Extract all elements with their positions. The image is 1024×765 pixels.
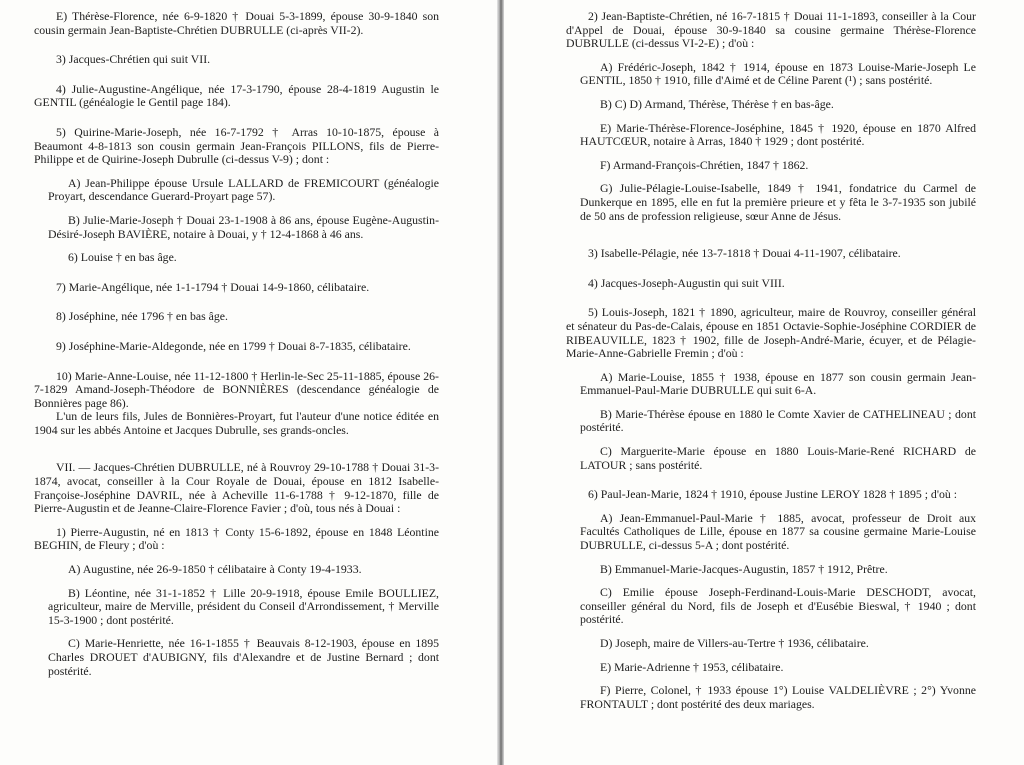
paragraph-marie-angelique: 7) Marie-Angélique, née 1-1-1794 † Douai 14-9-1860, célibataire. (56, 279, 370, 294)
right-page (504, 0, 1024, 765)
paragraph-louise: 6) Louise † en bas âge. (68, 250, 177, 265)
paragraph-louis-joseph: 5) Louis-Joseph, 1821 † 1890, agriculteur, maire de Rouvroy, conseiller général et sénateur du Pas-de-Calais, épouse en 1851 Octavie-Sophie-Joséphine CORDIER de RIBEAUVILLE, 1823 † 1902, fille de Joseph-André-Marie, écuyer, et de Pélagie-Marie-Anne-Gabrielle Fremin ; d'où : (566, 305, 976, 361)
paragraph-marie-anne-louise: 10) Marie-Anne-Louise, née 11-12-1800 † Herlin-le-Sec 25-11-1885, épouse 26-7-1829 Amand-Joseph-Théodore de BONNIÈRES (descendance généalogie de Bonnières page 86). (34, 368, 439, 410)
paragraph-armand-therese: B) C) D) Armand, Thérèse, Thérèse † en bas-âge. (600, 96, 834, 111)
book-gutter (497, 0, 504, 765)
paragraph-marie-therese-florence: E) Marie-Thérèse-Florence-Joséphine, 1845 † 1920, épouse en 1870 Alfred HAUTCŒUR, notaire à Arras, 1840 † 1929 ; dont postérité. (580, 120, 976, 149)
paragraph-isabelle-pelagie: 3) Isabelle-Pélagie, née 13-7-1818 † Douai 4-11-1907, célibataire. (588, 246, 901, 261)
paragraph-therese-florence: E) Thérèse-Florence, née 6-9-1820 † Douai 5-3-1899, épouse 30-9-1840 son cousin germain Jean-Baptiste-Chrétien DUBRULLE (ci-après VII-2). (34, 9, 439, 37)
paragraph-frederic-joseph: A) Frédéric-Joseph, 1842 † 1914, épouse en 1873 Louise-Marie-Joseph Le GENTIL, 1850 † 1910, fille d'Aimé et de Céline Parent (¹) ; sans postérité. (580, 59, 976, 88)
paragraph-jean-emmanuel: A) Jean-Emmanuel-Paul-Marie † 1885, avocat, professeur de Droit aux Facultés Catholiques de Lille, épouse en 1877 sa cousine germaine Marie-Louise DUBRULLE, ci-dessus 5-A ; dont postérité. (580, 510, 976, 553)
paragraph-section-vii: VII. — Jacques-Chrétien DUBRULLE, né à Rouvroy 29-10-1788 † Douai 31-3-1874, avocat, conseiller à la Cour Royale de Douai, épouse en 1812 Isabelle-Françoise-Joséphine DAVRIL, née à Acheville 11-6-1788 † 9-12-1870, fille de Pierre-Augustin et de Jeanne-Claire-Florence Favier ; d'où, tous nés à Douai : (34, 460, 439, 516)
paragraph-jacques-chretien: 3) Jacques-Chrétien qui suit VII. (56, 52, 211, 67)
paragraph-josephine: 8) Joséphine, née 1796 † en bas âge. (56, 309, 228, 324)
paragraph-marie-adrienne: E) Marie-Adrienne † 1953, célibataire. (600, 659, 784, 674)
paragraph-paul-jean-marie: 6) Paul-Jean-Marie, 1824 † 1910, épouse Justine LEROY 1828 † 1895 ; d'où : (588, 487, 957, 502)
paragraph-jules-note: L'un de leurs fils, Jules de Bonnières-Proyart, fut l'auteur d'une notice éditée en 1904 sur les abbés Antoine et Jacques Dubrulle, ses grands-oncles. (34, 409, 439, 437)
paragraph-armand-francois: F) Armand-François-Chrétien, 1847 † 1862. (600, 157, 809, 172)
paragraph-julie-augustine: 4) Julie-Augustine-Angélique, née 17-3-1790, épouse 28-4-1819 Augustin le GENTIL (généalogie le Gentil page 184). (34, 81, 439, 110)
paragraph-leontine: B) Léontine, née 31-1-1852 † Lille 20-9-1918, épouse Emile BOULLIEZ, agriculteur, maire de Merville, président du Conseil d'Arrondissement, † Merville 15-3-1900 ; dont postérité. (48, 585, 439, 627)
paragraph-emmanuel-marie: B) Emmanuel-Marie-Jacques-Augustin, 1857 † 1912, Prêtre. (600, 561, 888, 576)
right-page-text (566, 10, 976, 711)
paragraph-jean-philippe: A) Jean-Philippe épouse Ursule LALLARD de FREMICOURT (généalogie Proyart, descendance Guerard-Proyart page 57). (48, 175, 439, 204)
paragraph-marguerite-marie: C) Marguerite-Marie épouse en 1880 Louis-Marie-René RICHARD de LATOUR ; sans postérité. (580, 444, 976, 472)
paragraph-marie-louise: A) Marie-Louise, 1855 † 1938, épouse en 1877 son cousin germain Jean-Emmanuel-Paul-Marie DUBRULLE qui suit 6-A. (580, 369, 976, 398)
left-page (0, 0, 497, 765)
paragraph-pierre-augustin: 1) Pierre-Augustin, né en 1813 † Conty 15-6-1892, épouse en 1848 Léontine BEGHIN, de Fleury ; d'où : (34, 524, 439, 553)
paragraph-julie-marie-joseph: B) Julie-Marie-Joseph † Douai 23-1-1908 à 86 ans, épouse Eugène-Augustin-Désiré-Joseph BAVIÈRE, notaire à Douai, y † 12-4-1868 à 46 ans. (48, 212, 439, 241)
paragraph-joseph: D) Joseph, maire de Villers-au-Tertre † 1936, célibataire. (600, 636, 869, 650)
paragraph-julie-pelagie: G) Julie-Pélagie-Louise-Isabelle, 1849 † 1941, fondatrice du Carmel de Dunkerque en 1895, elle en fut la première prieure et y fêta le 3-7-1935 son jubilé de 50 ans de profession religieuse, sœur Anne de Jésus. (580, 181, 976, 223)
paragraph-emilie: C) Emilie épouse Joseph-Ferdinand-Louis-Marie DESCHODT, avocat, conseiller général du Nord, fils de Joseph et d'Eusébie Bieswal, † 1940 ; dont postérité. (580, 585, 976, 627)
paragraph-quirine: 5) Quirine-Marie-Joseph, née 16-7-1792 † Arras 10-10-1875, épouse à Beaumont 4-8-1813 son cousin germain Jean-François PILLONS, fils de Pierre-Philippe et de Quirine-Joseph Dubrulle (ci-dessus V-9) ; dont : (34, 124, 439, 167)
paragraph-josephine-marie: 9) Joséphine-Marie-Aldegonde, née en 1799 † Douai 8-7-1835, célibataire. (56, 338, 411, 353)
paragraph-jacques-joseph-augustin: 4) Jacques-Joseph-Augustin qui suit VIII. (588, 275, 785, 290)
paragraph-marie-therese-cathelineau: B) Marie-Thérèse épouse en 1880 le Comte Xavier de CATHELINEAU ; dont postérité. (580, 406, 976, 435)
left-page-text (34, 10, 439, 678)
paragraph-jean-baptiste-chretien: 2) Jean-Baptiste-Chrétien, né 16-7-1815 † Douai 11-1-1893, conseiller à la Cour d'Appel de Douai, épouse 30-9-1840 sa cousine germaine Thérèse-Florence DUBRULLE (ci-dessus VI-2-E) ; d'où : (566, 9, 976, 51)
paragraph-pierre-colonel: F) Pierre, Colonel, † 1933 épouse 1°) Louise VALDELIÈVRE ; 2°) Yvonne FRONTAULT ; dont postérité des deux mariages. (580, 683, 976, 711)
paragraph-marie-henriette: C) Marie-Henriette, née 16-1-1855 † Beauvais 8-12-1903, épouse en 1895 Charles DROUET d'AUBIGNY, fils d'Alexandre et de Justine Bernard ; dont postérité. (48, 636, 439, 678)
paragraph-augustine: A) Augustine, née 26-9-1850 † célibataire à Conty 19-4-1933. (68, 562, 362, 577)
